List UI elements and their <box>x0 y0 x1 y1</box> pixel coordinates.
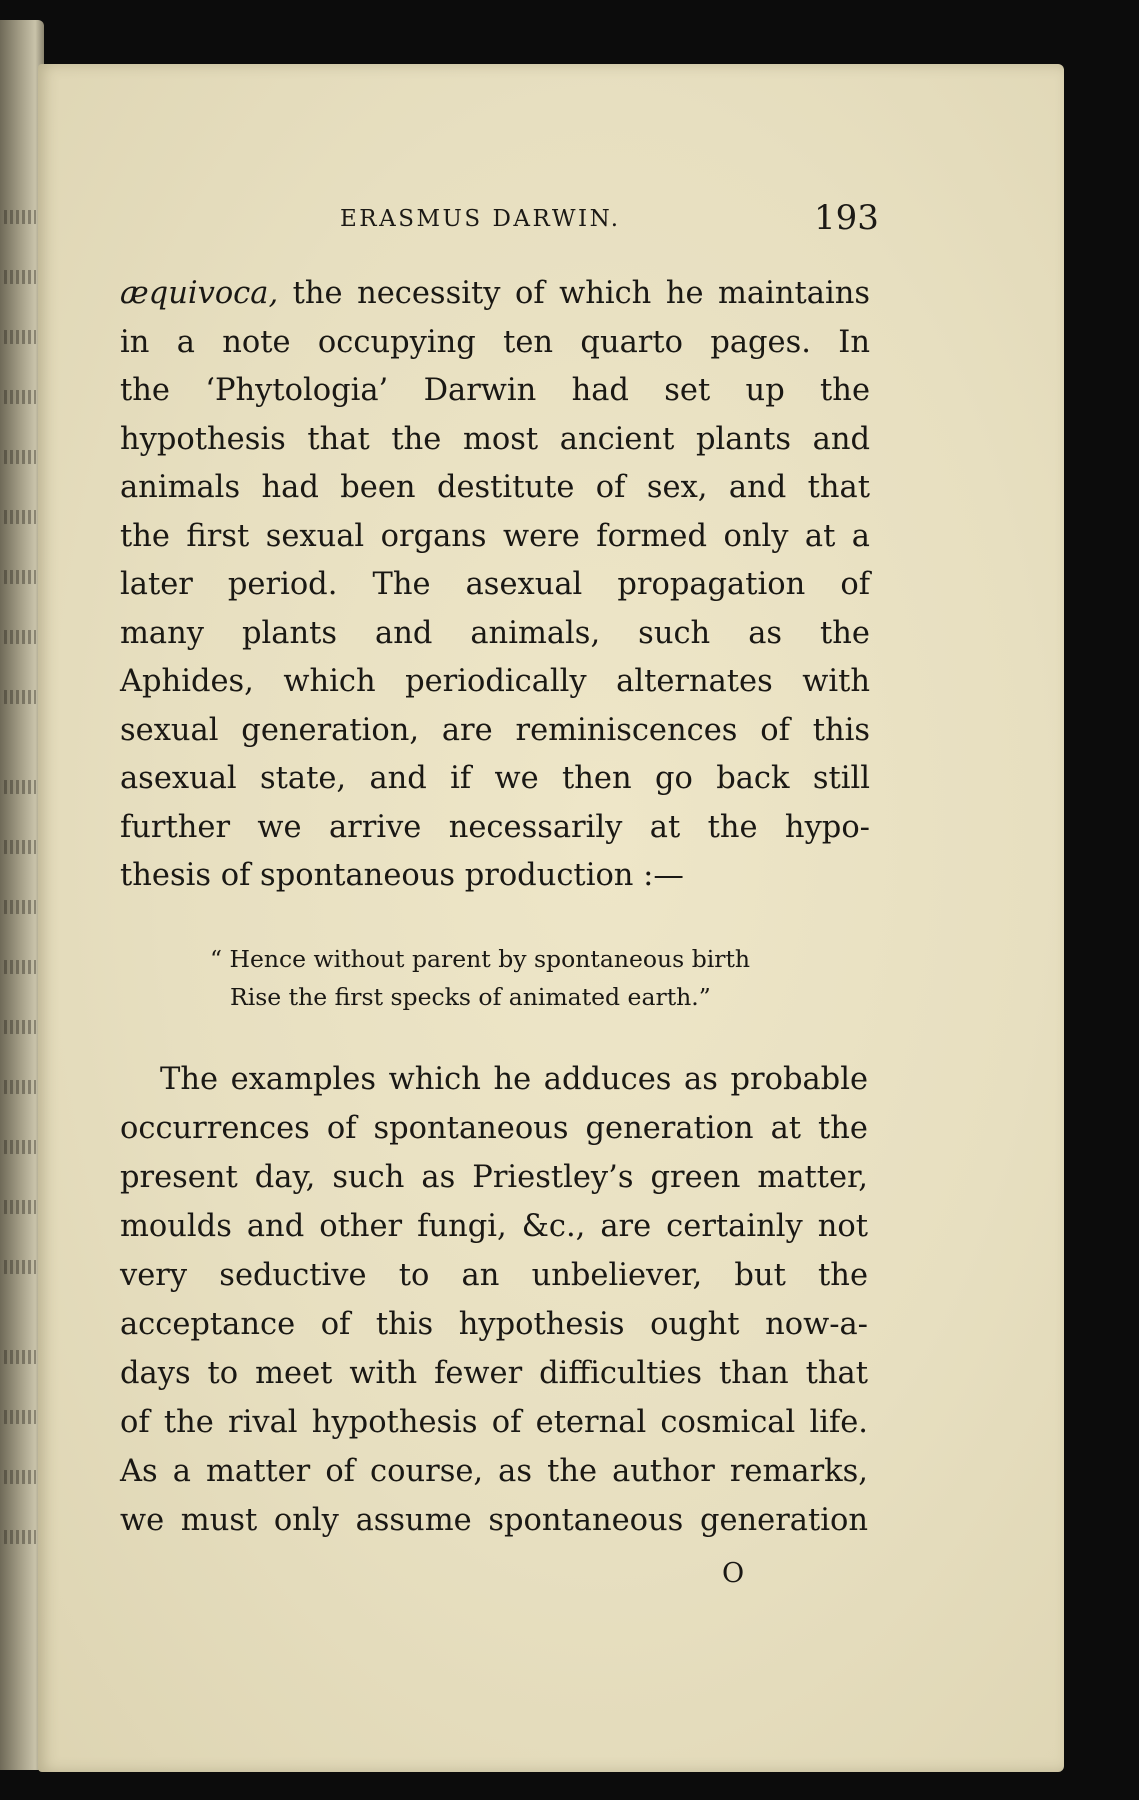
text-line: present day, such as Priestley’s green matter, <box>120 1160 868 1195</box>
paragraph-2 <box>120 1055 868 1545</box>
running-head: ERASMUS DARWIN. <box>340 206 621 232</box>
text-line: in a note occupying ten quarto pages. In <box>120 324 870 360</box>
text-line: of the rival hypothesis of eternal cosmical life. <box>120 1405 868 1440</box>
text-line: acceptance of this hypothesis ought now-a- <box>120 1307 868 1342</box>
text-line: we must only assume spontaneous generation <box>120 1503 868 1538</box>
text-line: the ‘Phytologia’ Darwin had set up the <box>120 373 870 408</box>
text-line: The examples which he adduces as probable <box>160 1062 868 1097</box>
italic-word: æquivoca, <box>120 276 279 311</box>
text-line: sexual generation, are reminiscences of this <box>120 712 870 748</box>
verse-line: Rise the first specks of animated earth.” <box>230 983 711 1011</box>
text-line: further we arrive necessarily at the hypo- <box>120 809 870 845</box>
text-line: occurrences of spontaneous generation at the <box>120 1111 868 1146</box>
paragraph-1 <box>120 270 870 901</box>
text-line: the first sexual organs were formed only at a <box>120 518 870 554</box>
text-line: many plants and animals, such as the <box>120 615 870 651</box>
text-line: As a matter of course, as the author remarks, <box>120 1454 868 1489</box>
page-number: 193 <box>814 198 879 238</box>
text-line: animals had been destitute of sex, and that <box>120 470 870 505</box>
text-line: thesis of spontaneous production :— <box>120 858 684 893</box>
text-line: very seductive to an unbeliever, but the <box>120 1258 868 1293</box>
text-line: moulds and other fungi, &c., are certainly not <box>120 1209 868 1244</box>
signature-mark: O <box>722 1558 745 1589</box>
line-rest: the necessity of which he maintains <box>292 276 870 311</box>
text-line: later period. The asexual propagation of <box>120 567 870 602</box>
verse-line: “ Hence without parent by spontaneous birth <box>210 945 751 973</box>
text-line: Aphides, which periodically alternates with <box>120 664 870 699</box>
text-line <box>120 270 870 319</box>
text-line: asexual state, and if we then go back still <box>120 761 870 796</box>
text-line: hypothesis that the most ancient plants and <box>120 421 870 457</box>
verse-quotation <box>210 940 750 1016</box>
text-line: days to meet with fewer difficulties than that <box>120 1356 868 1391</box>
